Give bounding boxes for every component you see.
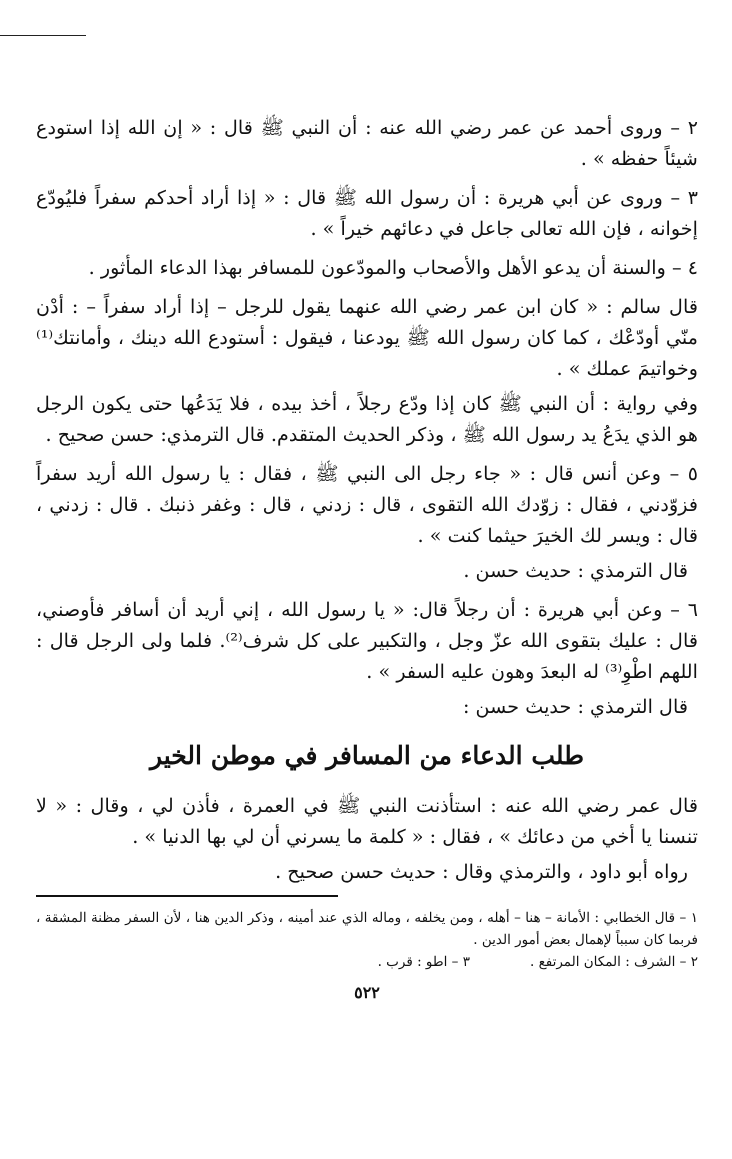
footnote-divider-wrap — [36, 895, 698, 907]
paragraph-hadith-2: ٢ – وروى أحمد عن عمر رضي الله عنه : أن النبي ﷺ قال : « إن الله إذا استودع شيئاً حفظه » . — [36, 116, 698, 170]
paragraph-hadith-5: ٥ – وعن أنس قال : « جاء رجل الى النبي ﷺ ، فقال : يا رسول الله أريد سفراً فزوّدني ، فقال : زوّدك الله التقوى ، قال : زدني ، قال : وغفر ذنبك . قال : زدني ، قال : ويسر لك الخيرَ حيثما كنت » . — [36, 462, 698, 547]
paragraph-tirmidhi-2: قال الترمذي : حديث حسن : — [462, 695, 688, 718]
page-number: ٥٢٢ — [354, 983, 380, 1002]
top-rule — [0, 35, 86, 36]
footnote-divider — [36, 895, 338, 897]
section-heading: طلب الدعاء من المسافر في موطن الخير — [149, 741, 585, 770]
footnote-1: ١ – قال الخطابي : الأمانة – هنا – أهله ، ومن يخلفه ، وماله الذي عند أمينه ، وذكر الدين هنا ، لأن السفر مظنة المشقة ، فربما كان سبباً لإهمال بعض أمور الدين . — [36, 910, 698, 948]
paragraph-hadith-6: ٦ – وعن أبي هريرة : أن رجلاً قال: « يا رسول الله ، إني أريد أن أسافر فأوصني، قال : عليك بتقوى الله عزّ وجل ، والتكبير على كل شرف⁽²⁾. فلما ولى الرجل قال : اللهم اطْوِ⁽³⁾ له البعدَ وهون عليه السفر » . — [36, 598, 698, 683]
footnote-2: ٢ – الشرف : المكان المرتفع . — [530, 954, 698, 970]
paragraph-tirmidhi-1: قال الترمذي : حديث حسن . — [463, 559, 688, 582]
paragraph-hadith-3: ٣ – وروى عن أبي هريرة : أن رسول الله ﷺ قال : « إذا أراد أحدكم سفراً فليُودّع إخوانه ، فإن الله تعالى جاعل في دعائهم خيراً » . — [36, 186, 698, 240]
paragraph-abu-dawud: رواه أبو داود ، والترمذي وقال : حديث حسن صحيح . — [275, 860, 688, 883]
footnote-3: ٣ – اطو : قرب . — [377, 954, 470, 970]
paragraph-salim: قال سالم : « كان ابن عمر رضي الله عنهما يقول للرجل – إذا أراد سفراً – : أدْن منّي أودّعْك ، كما كان رسول الله ﷺ يودعنا ، فيقول : أستودع الله دينك ، وأمانتك⁽¹⁾ وخواتيمَ عملك » . — [36, 295, 698, 380]
paragraph-umar: قال عمر رضي الله عنه : استأذنت النبي ﷺ في العمرة ، فأذن لي ، وقال : « لا تنسنا يا أخي من دعائك » ، فقال : « كلمة ما يسرني أن لي بها الدنيا » . — [36, 794, 698, 848]
paragraph-riwaya: وفي رواية : أن النبي ﷺ كان إذا ودّع رجلاً ، أخذ بيده ، فلا يَدَعُها حتى يكون الرجل هو الذي يدَعُ يد رسول الله ﷺ ، وذكر الحديث المتقدم. قال الترمذي: حسن صحيح . — [36, 392, 698, 446]
paragraph-sunnah-4: ٤ – والسنة أن يدعو الأهل والأصحاب والمودّعون للمسافر بهذا الدعاء المأثور . — [88, 256, 698, 279]
footnote-row — [36, 951, 698, 973]
page-body — [36, 112, 698, 1002]
